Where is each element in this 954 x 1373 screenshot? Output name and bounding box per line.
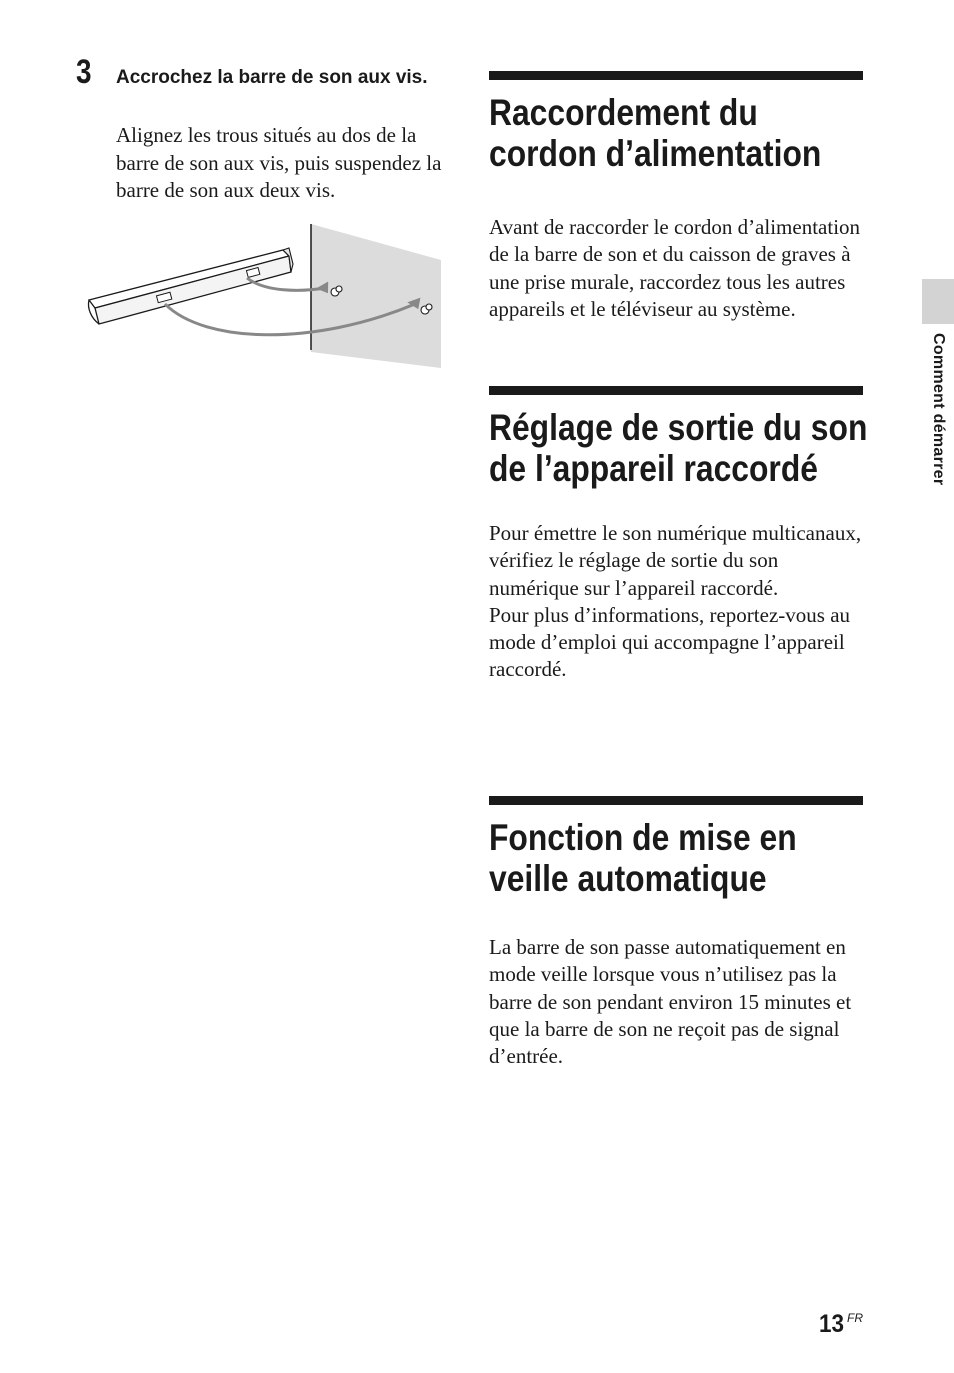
section-body: Avant de raccorder le cordon d’alimentation de la barre de son et du caisson de graves à une prise murale, raccordez tous les autres appareils et le téléviseur au système. [489,215,861,321]
page-number: 13 [819,1310,845,1338]
section-heading: Fonction de mise en veille automatique [489,817,797,899]
step-instructions: Alignez les trous situés au dos de la barre de son aux vis, puis suspendez la barre de son aux deux vis. [116,123,442,202]
section-heading: Raccordement du cordon d’alimentation [489,92,822,174]
chapter-tab-marker [922,279,954,324]
step-title: Accrochez la barre de son aux vis. [116,67,428,88]
section-paragraph: Pour plus d’informations, reportez-vous au mode d’emploi qui accompagne l’appareil raccordé. [489,602,851,682]
page-language-suffix: FR [847,1311,863,1325]
section-heading: Réglage de sortie du son de l’appareil raccordé [489,407,868,489]
wall-panel [311,224,441,368]
section-power-cord [489,71,863,323]
section-rule [489,71,863,80]
step-number: 3 [76,53,92,91]
section-paragraph: Pour émettre le son numérique multicanaux, vérifiez le réglage de sortie du son numérique sur l’appareil raccordé. [489,521,862,600]
chapter-tab-label: Comment démarrer [930,333,947,486]
section-auto-standby [489,796,863,1070]
section-audio-output-setting [489,386,868,684]
section-body: La barre de son passe automatiquement en mode veille lorsque vous n’utilisez pas la barre de son pendant environ 15 minutes et que la barre de son ne reçoit pas de signal d’entrée. [489,935,852,1069]
soundbar-wall-mount-illustration [85,222,445,372]
section-rule [489,386,863,395]
section-rule [489,796,863,805]
section-body [489,520,863,684]
